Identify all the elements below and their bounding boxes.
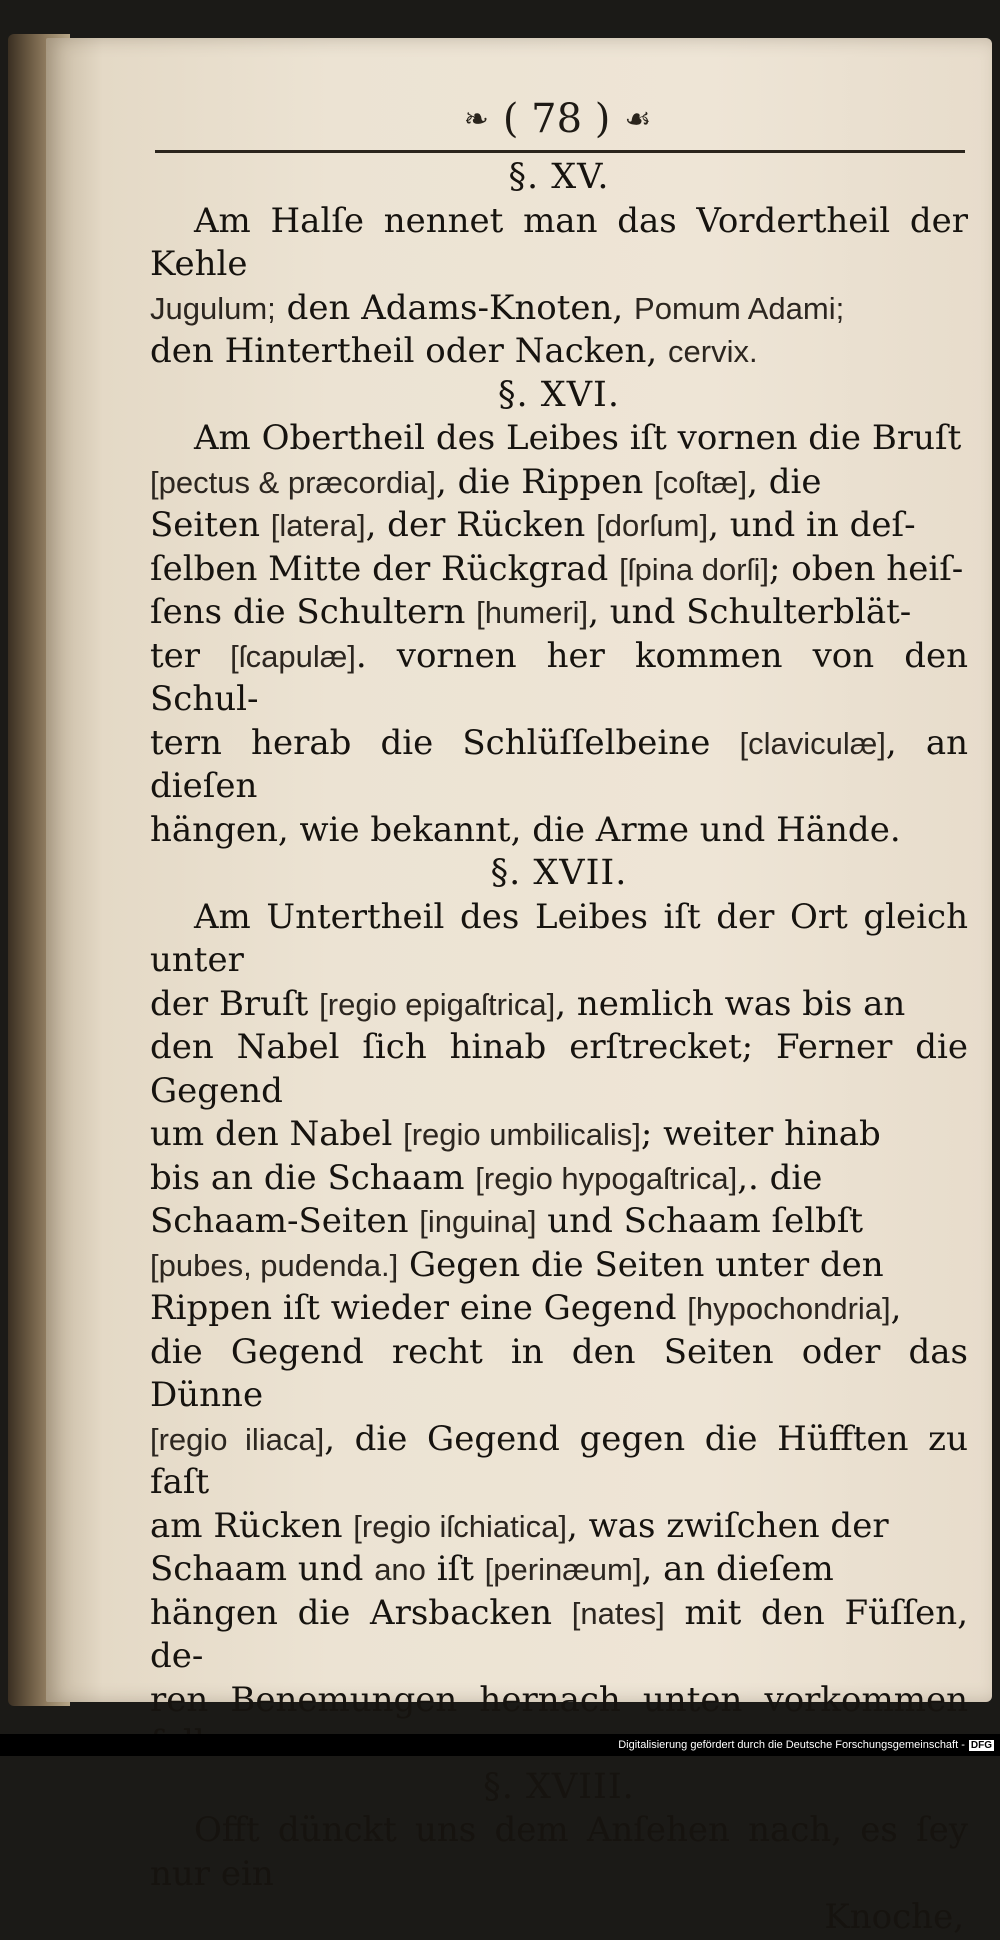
text-segment: , die (747, 461, 822, 502)
latin-term: [claviculæ] (739, 725, 886, 761)
text-segment: bis an die Schaam (150, 1157, 476, 1198)
text-line (150, 1592, 968, 1679)
section-heading: §. XVII. (490, 853, 628, 893)
text-line (150, 1809, 968, 1896)
latin-term: [perinæum] (484, 1552, 642, 1587)
text-segment: der Bruſt (150, 983, 320, 1024)
text-line (150, 1200, 968, 1244)
digitization-footer (0, 1734, 1000, 1756)
section-heading: §. XVIII. (483, 1766, 635, 1807)
latin-term: [regio epigaſtrica] (319, 986, 556, 1022)
text-segment: Offt dünckt uns dem Anſehen nach, es ſey nur ein (150, 1810, 968, 1894)
text-segment: ; weiter hinab (640, 1114, 881, 1154)
text-segment: Schaam-Seiten (150, 1201, 420, 1241)
text-segment: , der Rücken (365, 505, 597, 545)
text-segment: , was zwiſchen der (566, 1505, 889, 1546)
latin-term: Pomum Adami; (634, 290, 845, 326)
text-segment: Gegen die Seiten unter den (398, 1244, 884, 1285)
text-segment: mit den Füſſen, de- (150, 1592, 969, 1676)
text-segment: Am Halſe nennet man das Vordertheil der Kehle (150, 200, 968, 284)
text-segment: ren Benemungen hernach unten vorkommen (150, 1679, 968, 1720)
text-line (150, 548, 968, 592)
latin-term: [regio hypogaſtrica] (475, 1160, 738, 1196)
latin-term: [pectus & præcordia] (150, 464, 437, 500)
latin-term: [latera] (270, 508, 366, 543)
text-line (150, 1244, 968, 1288)
text-segment: ter (150, 635, 231, 676)
text-line (150, 722, 968, 809)
text-line (150, 287, 968, 331)
latin-term: [regio umbilicalis] (403, 1117, 641, 1152)
text-segment: tern herab die Schlüſſelbeine (150, 722, 740, 763)
ornament-right-icon: ☙ (624, 101, 652, 137)
dfg-logo: DFG (970, 1739, 992, 1751)
text-segment: ſelben Mitte der Rückgrad (150, 548, 620, 589)
latin-term: [ſpina dorſi] (619, 551, 769, 587)
text-segment: ſens die Schultern (150, 592, 477, 632)
text-line (150, 591, 968, 635)
page-number: ( 78 ) (502, 96, 611, 142)
text-line (150, 1548, 968, 1592)
footer-credit: Digitalisierung gefördert durch die Deutsche Forschungsgemeinschaft - (618, 1739, 965, 1751)
text-line (150, 635, 968, 722)
text-line (150, 461, 968, 505)
latin-term: ano (374, 1552, 426, 1587)
text-segment: den Adams-Knoten, (275, 287, 635, 328)
text-segment: den Nabel ſich hinab erſtrecket; Ferner die Gegend (150, 1027, 968, 1111)
text-line (150, 200, 968, 287)
text-line (150, 330, 968, 374)
text-segment: , die Gegend gegen die Hüfften zu faſt (150, 1418, 968, 1502)
ornament-left-icon: ❧ (463, 101, 489, 137)
text-segment: , und Schulterblät- (588, 592, 912, 632)
text-segment: Seiten (150, 505, 271, 545)
catchword: Knoche, (824, 1897, 964, 1937)
latin-term: [humeri] (476, 595, 589, 630)
latin-term: [hypochondria] (687, 1291, 891, 1326)
text-segment: die Gegend recht in den Seiten oder das Dünne (150, 1331, 968, 1415)
text-segment: ; oben heiſ- (768, 548, 964, 589)
text-segment: . vornen her kommen von den Schul- (150, 635, 968, 719)
text-segment: um den Nabel (150, 1114, 404, 1154)
text-segment: Am Untertheil des Leibes iſt der Ort gleich unter (150, 896, 968, 980)
section-heading: §. XVI. (498, 374, 620, 415)
text-line (150, 896, 968, 983)
text-segment: hängen, wie bekannt, die Arme und Hände. (150, 809, 901, 850)
header-rule (155, 150, 965, 153)
page-header (150, 88, 965, 150)
text-line (150, 983, 968, 1027)
text-line (150, 1505, 968, 1549)
text-segment: am Rücken (150, 1505, 354, 1546)
latin-term: Jugulum; (150, 290, 276, 326)
latin-term: [nates] (571, 1595, 665, 1631)
latin-term: [regio iſchiatica] (353, 1508, 567, 1544)
text-segment: , die Rippen (436, 461, 655, 502)
text-segment: Schaam und (150, 1549, 375, 1589)
page-text (150, 156, 968, 1940)
text-line (150, 809, 968, 853)
latin-term: [ſcapulæ] (230, 638, 356, 674)
text-line (150, 1331, 968, 1418)
text-segment: , an dieſem (641, 1549, 834, 1589)
text-segment: hängen die Arsbacken (150, 1592, 572, 1633)
text-line (150, 1026, 968, 1113)
text-line (150, 504, 968, 548)
text-line (150, 1287, 968, 1331)
text-segment: Rippen iſt wieder eine Gegend (150, 1288, 688, 1328)
latin-term: cervix. (668, 334, 758, 369)
text-segment: Am Obertheil des Leibes iſt vornen die Bruſt (194, 418, 962, 458)
text-segment: , nemlich was bis an (555, 983, 906, 1024)
text-segment: , an dieſen (150, 722, 968, 806)
text-line (150, 417, 968, 461)
text-line (150, 1418, 968, 1505)
text-segment: , und in deſ- (708, 505, 916, 545)
text-line (150, 1157, 968, 1201)
text-segment: ,. die (737, 1157, 823, 1198)
latin-term: [regio iliaca] (150, 1421, 325, 1457)
latin-term: [pubes, pudenda.] (150, 1247, 399, 1283)
text-line (150, 1113, 968, 1157)
latin-term: [inguina] (419, 1204, 537, 1239)
text-segment: iſt (425, 1549, 485, 1589)
text-segment: den Hintertheil oder Nacken, (150, 331, 669, 371)
text-segment: und Schaam ſelbſt (536, 1201, 864, 1241)
text-segment: , (890, 1288, 902, 1328)
section-heading: §. XV. (508, 157, 610, 197)
latin-term: [dorſum] (596, 508, 709, 543)
latin-term: [coſtæ] (654, 464, 748, 500)
